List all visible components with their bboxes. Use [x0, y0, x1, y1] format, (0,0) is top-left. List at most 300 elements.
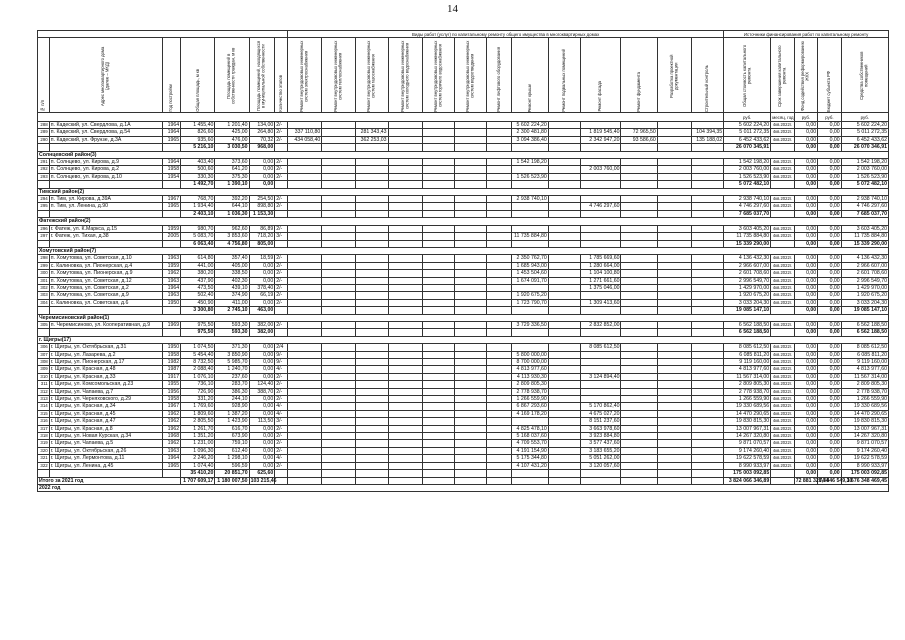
- total-cost-cell: 14 267 320,80: [724, 433, 771, 440]
- roof-cost-cell: 1 542 198,20: [512, 159, 548, 166]
- public-area-cell: 0,00: [249, 166, 275, 173]
- units-blank: [38, 113, 724, 122]
- table-cell: [548, 477, 580, 484]
- table-cell: [288, 262, 322, 269]
- table-cell: [692, 284, 724, 291]
- table-cell: [288, 270, 322, 277]
- roof-cost-cell: [512, 418, 548, 425]
- table-cell: [486, 344, 512, 351]
- table-cell: [288, 447, 322, 454]
- subtotal-row: [38, 144, 889, 151]
- table-cell: [288, 425, 322, 432]
- table-cell: [692, 277, 724, 284]
- table-cell: [356, 359, 388, 366]
- col-header-total: Общая стоимость капитального ремонта: [724, 38, 771, 113]
- table-cell: [163, 470, 181, 477]
- year-cell: 1958: [163, 351, 181, 358]
- local-cell: 4 813 977,60: [841, 366, 888, 373]
- work-cost-cell: [486, 129, 512, 136]
- table-cell: [548, 166, 580, 173]
- table-cell: [422, 447, 454, 454]
- local-cell: 4 136 432,30: [841, 255, 888, 262]
- row-index: 297: [38, 233, 50, 240]
- stage-cell: 2/-: [275, 373, 288, 380]
- table-cell: [486, 173, 512, 180]
- address-cell: п. Кадеский, ул. Фрунзе, д.3А: [49, 136, 162, 143]
- address-cell: п. Хомутовка, ул. Советская, д.9: [49, 292, 162, 299]
- date-cell: 4кв.2022г.: [771, 433, 795, 440]
- table-cell: [388, 159, 422, 166]
- table-cell: [322, 233, 356, 240]
- local-cell: 15 339 290,00: [841, 240, 888, 247]
- year-cell: 1962: [163, 410, 181, 417]
- table-cell: [548, 210, 580, 217]
- date-cell: 4кв.2022г.: [771, 136, 795, 143]
- roof-cost-cell: [512, 225, 548, 232]
- total-cost-cell: 14 470 290,65: [724, 410, 771, 417]
- regional-cell: 0,00: [818, 366, 842, 373]
- table-cell: [322, 440, 356, 447]
- table-cell: [548, 388, 580, 395]
- work-cost-cell: [548, 122, 580, 129]
- table-cell: [512, 240, 548, 247]
- facade-cost-cell: 1 785 669,60: [580, 255, 621, 262]
- table-cell: [356, 181, 388, 188]
- district-header-row: [38, 336, 889, 343]
- year-cell: 1958: [163, 396, 181, 403]
- table-cell: [657, 351, 691, 358]
- area-cell: 736,10: [181, 381, 215, 388]
- table-cell: [356, 270, 388, 277]
- table-cell: [486, 255, 512, 262]
- table-cell: [388, 329, 422, 336]
- table-cell: [771, 307, 795, 314]
- table-cell: [692, 396, 724, 403]
- table-cell: [486, 351, 512, 358]
- facade-cost-cell: 1 309 413,60: [580, 299, 621, 306]
- address-cell: г. Щигры, ул. Красная, д.47: [49, 418, 162, 425]
- table-cell: [771, 181, 795, 188]
- work-cost-cell: [388, 136, 422, 143]
- table-cell: [486, 166, 512, 173]
- roof-cost-cell: 4 169 178,20: [512, 410, 548, 417]
- facade-cost-cell: [580, 366, 621, 373]
- total-cost-cell: 1 542 198,20: [724, 159, 771, 166]
- facade-cost-cell: [580, 396, 621, 403]
- table-cell: [454, 173, 486, 180]
- total-cost-cell: 1 920 675,20: [724, 292, 771, 299]
- roof-cost-cell: 1 723 790,70: [512, 299, 548, 306]
- table-cell: [692, 410, 724, 417]
- area-cell: 1 231,00: [181, 440, 215, 447]
- table-cell: [486, 307, 512, 314]
- table-cell: [692, 447, 724, 454]
- table-cell: [356, 403, 388, 410]
- fund-cell: 0,00: [794, 210, 818, 217]
- fund-cell: 0,00: [794, 359, 818, 366]
- address-cell: г. Щигры, ул. Лазарева, д.2: [49, 351, 162, 358]
- address-cell: п. Хомутовка, ул. Советская, д.12: [49, 277, 162, 284]
- row-index: 322: [38, 462, 50, 469]
- year-cell: 1967: [163, 196, 181, 203]
- table-cell: [454, 455, 486, 462]
- table-cell: [288, 277, 322, 284]
- private-area-cell: 1 240,70: [215, 366, 249, 373]
- row-index: 290: [38, 136, 50, 143]
- table-cell: [657, 366, 691, 373]
- table-cell: [692, 433, 724, 440]
- local-cell: 19 085 147,10: [841, 307, 888, 314]
- address-cell: п. Солнцево, ул. Кирова, д.2: [49, 166, 162, 173]
- table-cell: [657, 381, 691, 388]
- table-cell: [692, 166, 724, 173]
- total-cost-cell: 3 033 204,30: [724, 299, 771, 306]
- private-area-cell: 439,10: [215, 284, 249, 291]
- table-cell: [621, 447, 657, 454]
- col-header-index: № п/п: [38, 38, 50, 113]
- private-area-cell: 673,90: [215, 433, 249, 440]
- roof-cost-cell: 1 266 559,90: [512, 396, 548, 403]
- address-cell: г. Щигры, ул. Красная, д.45: [49, 410, 162, 417]
- total-cost-cell: 1 526 523,90: [724, 173, 771, 180]
- table-cell: [621, 255, 657, 262]
- table-cell: [322, 470, 356, 477]
- regional-cell: 0,00: [818, 196, 842, 203]
- facade-cost-cell: [580, 196, 621, 203]
- table-cell: [621, 321, 657, 328]
- table-cell: [388, 351, 422, 358]
- table-cell: [388, 462, 422, 469]
- table-cell: [454, 351, 486, 358]
- private-area-cell: 641,20: [215, 166, 249, 173]
- table-cell: [356, 381, 388, 388]
- date-cell: 4кв.2022г.: [771, 129, 795, 136]
- table-cell: [621, 196, 657, 203]
- table-cell: [548, 173, 580, 180]
- table-cell: [657, 455, 691, 462]
- area-cell: 437,90: [181, 277, 215, 284]
- total-cost-cell: 2 966 607,00: [724, 262, 771, 269]
- table-cell: [388, 447, 422, 454]
- district-name: Хомутовский район(7): [38, 247, 889, 254]
- table-cell: [548, 144, 580, 151]
- fund-cell: 0,00: [794, 366, 818, 373]
- table-cell: [322, 292, 356, 299]
- local-cell: 2 996 549,70: [841, 277, 888, 284]
- table-cell: [454, 284, 486, 291]
- table-cell: [356, 329, 388, 336]
- table-cell: [657, 388, 691, 395]
- table-row: [38, 166, 889, 173]
- work-cost-cell: [322, 136, 356, 143]
- table-cell: [692, 455, 724, 462]
- table-cell: [486, 225, 512, 232]
- year-label: 2022 год: [38, 484, 889, 491]
- table-cell: [49, 307, 162, 314]
- grand-area-cell: 1 707 609,17: [181, 477, 215, 484]
- total-area-cell: 5 216,10: [181, 144, 215, 151]
- table-cell: [288, 173, 322, 180]
- table-cell: [288, 455, 322, 462]
- row-index: 298: [38, 255, 50, 262]
- regional-cell: 0,00: [818, 233, 842, 240]
- table-cell: [356, 284, 388, 291]
- table-cell: [422, 270, 454, 277]
- table-cell: [388, 396, 422, 403]
- table-cell: [548, 196, 580, 203]
- table-cell: [356, 173, 388, 180]
- private-area-cell: 962,60: [215, 225, 249, 232]
- work-cost-cell: 135 188,02: [692, 136, 724, 143]
- facade-cost-cell: [580, 359, 621, 366]
- table-cell: [388, 440, 422, 447]
- facade-cost-cell: 5 170 862,40: [580, 403, 621, 410]
- total-cost-cell: 2 003 760,00: [724, 166, 771, 173]
- regional-cell: 0,00: [818, 425, 842, 432]
- table-cell: [486, 410, 512, 417]
- col-header-year: Год постройки: [163, 38, 181, 113]
- stage-cell: 2/-: [275, 299, 288, 306]
- table-cell: [388, 181, 422, 188]
- work-cost-cell: 281 343,43: [356, 129, 388, 136]
- total-cost-cell: 5 011 272,35: [724, 129, 771, 136]
- table-cell: [486, 440, 512, 447]
- table-row: [38, 159, 889, 166]
- table-cell: [486, 240, 512, 247]
- local-cell: 5 602 224,20: [841, 122, 888, 129]
- table-cell: [388, 196, 422, 203]
- table-cell: [621, 440, 657, 447]
- table-cell: [454, 262, 486, 269]
- header-blank: [38, 31, 288, 38]
- table-cell: [49, 240, 162, 247]
- table-cell: [454, 166, 486, 173]
- roof-cost-cell: 8 700 000,00: [512, 359, 548, 366]
- table-cell: [388, 255, 422, 262]
- total-cost-cell: 5 602 224,20: [724, 122, 771, 129]
- table-cell: [657, 284, 691, 291]
- subtotal-row: [38, 329, 889, 336]
- private-area-cell: 616,70: [215, 425, 249, 432]
- table-cell: [322, 270, 356, 277]
- total-cost-cell: 8 990 933,97: [724, 462, 771, 469]
- unit-rub-total: руб.: [724, 113, 771, 122]
- table-cell: [454, 403, 486, 410]
- fund-cell: 0,00: [794, 166, 818, 173]
- table-row: [38, 447, 889, 454]
- table-cell: [422, 425, 454, 432]
- row-index: 317: [38, 425, 50, 432]
- regional-cell: 0,00: [818, 447, 842, 454]
- table-cell: [580, 470, 621, 477]
- table-cell: [548, 381, 580, 388]
- year-cell: 1964: [163, 122, 181, 129]
- district-name: г. Щигры(17): [38, 336, 889, 343]
- table-cell: [322, 329, 356, 336]
- table-row: [38, 351, 889, 358]
- fund-cell: 0,00: [794, 381, 818, 388]
- table-cell: [422, 344, 454, 351]
- table-cell: [388, 418, 422, 425]
- table-cell: [512, 210, 548, 217]
- table-cell: [771, 240, 795, 247]
- table-cell: [486, 196, 512, 203]
- total-public-cell: 805,00: [249, 240, 275, 247]
- table-cell: [692, 418, 724, 425]
- table-cell: [163, 210, 181, 217]
- table-cell: [454, 366, 486, 373]
- fund-cell: 0,00: [794, 159, 818, 166]
- table-cell: [388, 470, 422, 477]
- table-cell: [388, 403, 422, 410]
- table-cell: [288, 210, 322, 217]
- stage-cell: 2/-: [275, 173, 288, 180]
- table-cell: [454, 292, 486, 299]
- table-cell: [657, 270, 691, 277]
- roof-cost-cell: 4 709 553,70: [512, 440, 548, 447]
- facade-cost-cell: 3 183 655,20: [580, 447, 621, 454]
- table-cell: [322, 144, 356, 151]
- table-cell: [288, 255, 322, 262]
- unit-rub-local: руб.: [841, 113, 888, 122]
- area-cell: 8 732,50: [181, 359, 215, 366]
- total-cost-cell: 2 996 549,70: [724, 277, 771, 284]
- table-cell: [322, 284, 356, 291]
- table-cell: [288, 470, 322, 477]
- fund-cell: 0,00: [794, 410, 818, 417]
- roof-cost-cell: 4 813 977,60: [512, 366, 548, 373]
- table-cell: [322, 462, 356, 469]
- table-cell: [356, 366, 388, 373]
- table-cell: [322, 381, 356, 388]
- stage-cell: 3/-: [275, 418, 288, 425]
- local-cell: 175 003 092,85: [841, 470, 888, 477]
- work-cost-cell: [657, 122, 691, 129]
- date-cell: 4кв.2022г.: [771, 292, 795, 299]
- row-index: 321: [38, 455, 50, 462]
- private-area-cell: 1 201,40: [215, 122, 249, 129]
- col-header-address: Адрес многоквартирного дома (далее – МКД): [49, 38, 162, 113]
- private-area-cell: 1 298,10: [215, 455, 249, 462]
- year-cell: 1962: [163, 270, 181, 277]
- local-cell: 2 601 708,60: [841, 270, 888, 277]
- col-header-area-private: Площадь помещений в собственности граждан, м кв: [215, 38, 249, 113]
- local-cell: 9 174 260,40: [841, 447, 888, 454]
- table-cell: [422, 477, 454, 484]
- table-cell: [548, 329, 580, 336]
- year-cell: 1917: [163, 373, 181, 380]
- year-cell: 1965: [163, 462, 181, 469]
- table-cell: [548, 410, 580, 417]
- table-cell: [692, 403, 724, 410]
- table-cell: [356, 240, 388, 247]
- row-index: 314: [38, 403, 50, 410]
- table-cell: [356, 255, 388, 262]
- table-cell: [422, 181, 454, 188]
- table-cell: [692, 181, 724, 188]
- fund-cell: 0,00: [794, 425, 818, 432]
- table-cell: [621, 351, 657, 358]
- table-row: [38, 233, 889, 240]
- table-row: [38, 425, 889, 432]
- date-cell: 4кв.2022г.: [771, 225, 795, 232]
- subtotal-row: [38, 470, 889, 477]
- work-cost-cell: 2 342 947,20: [580, 136, 621, 143]
- facade-cost-cell: 1 104 100,80: [580, 270, 621, 277]
- table-cell: [657, 240, 691, 247]
- table-cell: [388, 173, 422, 180]
- table-row: [38, 321, 889, 328]
- area-cell: 403,40: [181, 159, 215, 166]
- table-cell: [356, 299, 388, 306]
- facade-cost-cell: 8 085 612,50: [580, 344, 621, 351]
- table-cell: [288, 144, 322, 151]
- public-area-cell: 0,00: [249, 410, 275, 417]
- table-cell: [486, 144, 512, 151]
- table-cell: [422, 144, 454, 151]
- table-cell: [163, 240, 181, 247]
- total-cost-cell: 6 562 188,50: [724, 321, 771, 328]
- area-cell: 5 083,70: [181, 233, 215, 240]
- table-cell: [657, 262, 691, 269]
- row-index: 305: [38, 321, 50, 328]
- facade-cost-cell: [580, 381, 621, 388]
- table-cell: [548, 470, 580, 477]
- table-cell: [580, 329, 621, 336]
- total-cost-cell: 9 119 160,00: [724, 359, 771, 366]
- table-cell: [356, 321, 388, 328]
- facade-cost-cell: [580, 351, 621, 358]
- table-cell: [322, 240, 356, 247]
- table-cell: [422, 173, 454, 180]
- total-public-cell: 625,60: [249, 470, 275, 477]
- public-area-cell: 86,89: [249, 225, 275, 232]
- fund-cell: 0,00: [794, 203, 818, 210]
- private-area-cell: 612,40: [215, 447, 249, 454]
- table-cell: [454, 159, 486, 166]
- total-private-cell: 2 745,10: [215, 307, 249, 314]
- table-cell: [548, 344, 580, 351]
- work-cost-cell: [657, 129, 691, 136]
- table-cell: [356, 351, 388, 358]
- address-cell: г. Щигры, ул. Красная, д.8: [49, 425, 162, 432]
- table-cell: [771, 477, 795, 484]
- facade-cost-cell: 3 663 978,60: [580, 425, 621, 432]
- address-cell: г. Фатеж, ул. К.Маркса, д.15: [49, 225, 162, 232]
- table-cell: [657, 299, 691, 306]
- work-cost-cell: [388, 129, 422, 136]
- fund-cell: 0,00: [794, 270, 818, 277]
- row-index: 315: [38, 410, 50, 417]
- district-header-row: [38, 188, 889, 195]
- total-cost-cell: 19 622 578,59: [724, 455, 771, 462]
- stage-cell: 2/-: [275, 388, 288, 395]
- area-cell: 726,90: [181, 388, 215, 395]
- area-cell: 1 261,70: [181, 425, 215, 432]
- fund-cell: 0,00: [794, 299, 818, 306]
- table-cell: [356, 159, 388, 166]
- table-cell: [486, 277, 512, 284]
- work-cost-cell: [288, 122, 322, 129]
- work-cost-cell: [657, 136, 691, 143]
- year-cell: 1955: [163, 381, 181, 388]
- stage-cell: 2/-: [275, 433, 288, 440]
- roof-cost-cell: 4 113 930,30: [512, 373, 548, 380]
- address-cell: п. Солнцево, ул. Кирова, д.10: [49, 173, 162, 180]
- table-cell: [422, 418, 454, 425]
- table-cell: [288, 196, 322, 203]
- table-cell: [692, 210, 724, 217]
